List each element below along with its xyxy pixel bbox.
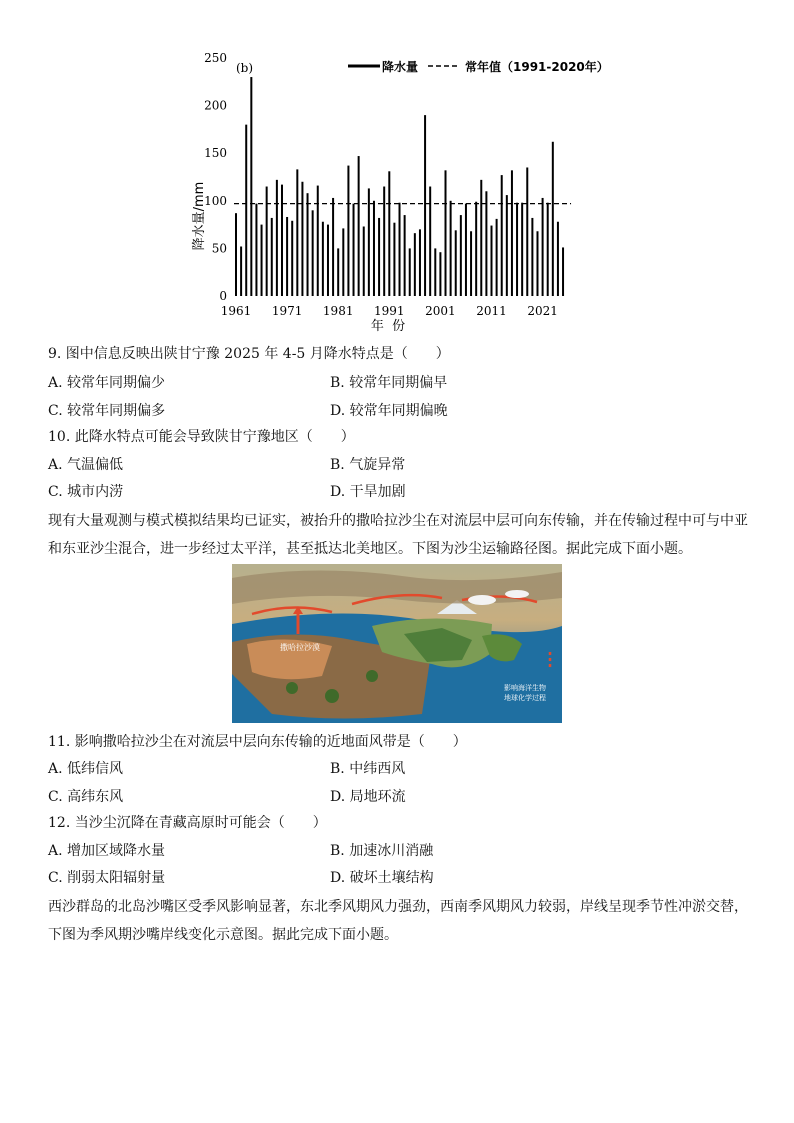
precipitation-chart	[180, 44, 609, 344]
q9-option-b[interactable]: B. 较常年同期偏早	[330, 375, 448, 391]
y-tick-label: 150	[204, 146, 227, 161]
bar-2009	[480, 180, 482, 296]
bar-1963	[245, 125, 247, 296]
bar-2003	[450, 201, 452, 296]
bar-2005	[460, 215, 462, 296]
bar-1985	[358, 156, 360, 296]
bar-1962	[240, 246, 242, 296]
bar-1977	[317, 186, 319, 296]
q11-option-c[interactable]: C. 高纬东风	[48, 789, 124, 805]
bar-1978	[322, 222, 324, 296]
bar-2006	[465, 204, 467, 296]
bar-2001	[439, 252, 441, 296]
bar-1964	[250, 77, 252, 296]
bar-2002	[445, 170, 447, 296]
question-9: 9. 图中信息反映出陕甘宁豫 2025 年 4-5 月降水特点是（ ）	[48, 346, 450, 362]
passage-dust: 现有大量观测与模式模拟结果均已证实，被抬升的撒哈拉沙尘在对流层中层可向东传输，并在传输过程中可与中亚和东亚沙尘混合，进一步经过太平洋，甚至抵达北美地区。下图为沙尘运输路径图。据此完成下面小题。	[48, 513, 748, 557]
bar-1999	[429, 187, 431, 296]
question-10: 10. 此降水特点可能会导致陕甘宁豫地区（ ）	[48, 429, 355, 445]
y-tick-label: 50	[211, 241, 227, 256]
legend-line-label: 常年值（1991-2020年）	[465, 60, 609, 74]
passage-xisha: 西沙群岛的北岛沙嘴区受季风影响显著，东北季风期风力强劲，西南季风期风力较弱，岸线呈现季节性冲淤交替，下图为季风期沙嘴岸线变化示意图。据此完成下面小题。	[48, 899, 748, 943]
bar-2000	[434, 248, 436, 296]
q9-option-c[interactable]: C. 较常年同期偏多	[48, 403, 166, 419]
bar-1970	[281, 185, 283, 296]
question-12: 12. 当沙尘沉降在青藏高原时可能会（ ）	[48, 815, 327, 831]
q10-option-b[interactable]: B. 气旋异常	[330, 457, 406, 473]
bar-1965	[255, 204, 257, 296]
bar-1988	[373, 201, 375, 296]
bar-1998	[424, 115, 426, 296]
bar-1991	[388, 171, 390, 296]
bar-1973	[296, 169, 298, 296]
x-tick-label: 1981	[322, 304, 354, 318]
bar-2012	[496, 219, 498, 296]
bar-2021	[542, 198, 544, 296]
q11-option-b[interactable]: B. 中纬西风	[330, 761, 406, 777]
y-tick-label: 0	[219, 289, 227, 303]
bar-1971	[286, 217, 288, 296]
q12-option-d[interactable]: D. 破坏土壤结构	[330, 870, 434, 886]
bar-2019	[531, 218, 533, 296]
bar-1987	[368, 188, 370, 296]
ocean-effect-label-1: 影响海洋生物	[504, 684, 546, 692]
bar-2018	[526, 167, 528, 296]
q12-option-a[interactable]: A. 增加区域降水量	[48, 843, 166, 859]
bar-1982	[342, 228, 344, 296]
bar-2023	[552, 142, 554, 296]
bar-1961	[235, 213, 237, 296]
bar-1990	[383, 187, 385, 296]
bar-2020	[536, 231, 538, 296]
bar-2014	[506, 195, 508, 296]
bar-2022	[547, 203, 549, 296]
q11-option-d[interactable]: D. 局地环流	[330, 789, 406, 805]
ocean-effect-label-2: 地球化学过程	[504, 694, 546, 702]
bar-2016	[516, 203, 518, 296]
bar-2004	[455, 230, 457, 296]
y-axis-label: 降水量/mm	[192, 181, 207, 251]
bar-1981	[337, 248, 339, 296]
x-tick-label: 2001	[425, 304, 456, 318]
x-tick-label: 2021	[527, 304, 558, 318]
bar-2024	[557, 222, 559, 296]
q12-option-b[interactable]: B. 加速冰川消融	[330, 843, 434, 859]
bar-1966	[261, 225, 263, 296]
bar-1993	[399, 203, 401, 296]
bar-1975	[307, 193, 309, 296]
bar-2010	[485, 191, 487, 296]
bar-1969	[276, 180, 278, 296]
x-tick-label: 2011	[476, 304, 507, 318]
bar-1984	[353, 204, 355, 296]
panel-label: (b)	[236, 61, 254, 75]
x-tick-label: 1991	[374, 304, 405, 318]
bar-1967	[266, 187, 268, 296]
sahara-label: 撒哈拉沙漠	[280, 643, 320, 652]
y-tick-label: 250	[204, 51, 227, 65]
bar-2007	[470, 231, 472, 296]
q11-option-a[interactable]: A. 低纬信风	[48, 761, 124, 777]
bar-2015	[511, 170, 513, 296]
bar-1989	[378, 218, 380, 296]
bar-1983	[347, 166, 349, 296]
bar-1986	[363, 227, 365, 296]
bar-2013	[501, 175, 503, 296]
bar-1992	[393, 223, 395, 296]
x-axis-label: 年 份	[370, 319, 406, 334]
bar-1996	[414, 233, 416, 296]
bar-1980	[332, 198, 334, 296]
q10-option-c[interactable]: C. 城市内涝	[48, 484, 124, 500]
q9-option-a[interactable]: A. 较常年同期偏少	[48, 375, 166, 391]
x-tick-label: 1971	[271, 304, 303, 318]
q12-option-c[interactable]: C. 削弱太阳辐射量	[48, 870, 166, 886]
bar-2017	[521, 203, 523, 296]
dust-transport-map	[232, 564, 562, 723]
bar-1995	[409, 248, 411, 296]
bar-1979	[327, 225, 329, 296]
bar-1972	[291, 221, 293, 296]
bar-1974	[301, 182, 303, 296]
y-tick-label: 200	[204, 98, 227, 113]
bar-1997	[419, 229, 421, 296]
bar-2011	[491, 226, 493, 296]
q10-option-d[interactable]: D. 干旱加剧	[330, 484, 406, 500]
legend-bar-label: 降水量	[382, 60, 419, 74]
bar-1968	[271, 218, 273, 296]
q9-option-d[interactable]: D. 较常年同期偏晚	[330, 403, 448, 419]
bar-2008	[475, 202, 477, 296]
bars	[235, 77, 564, 296]
bar-2025	[562, 247, 564, 296]
x-tick-label: 1961	[220, 304, 252, 318]
question-11: 11. 影响撒哈拉沙尘在对流层中层向东传输的近地面风带是（ ）	[48, 734, 467, 750]
bar-1994	[404, 215, 406, 296]
x-tick-labels	[221, 304, 558, 318]
q10-option-a[interactable]: A. 气温偏低	[48, 457, 124, 473]
y-tick-label: 100	[204, 193, 227, 208]
y-tick-labels	[204, 51, 227, 303]
bar-1976	[312, 210, 314, 296]
